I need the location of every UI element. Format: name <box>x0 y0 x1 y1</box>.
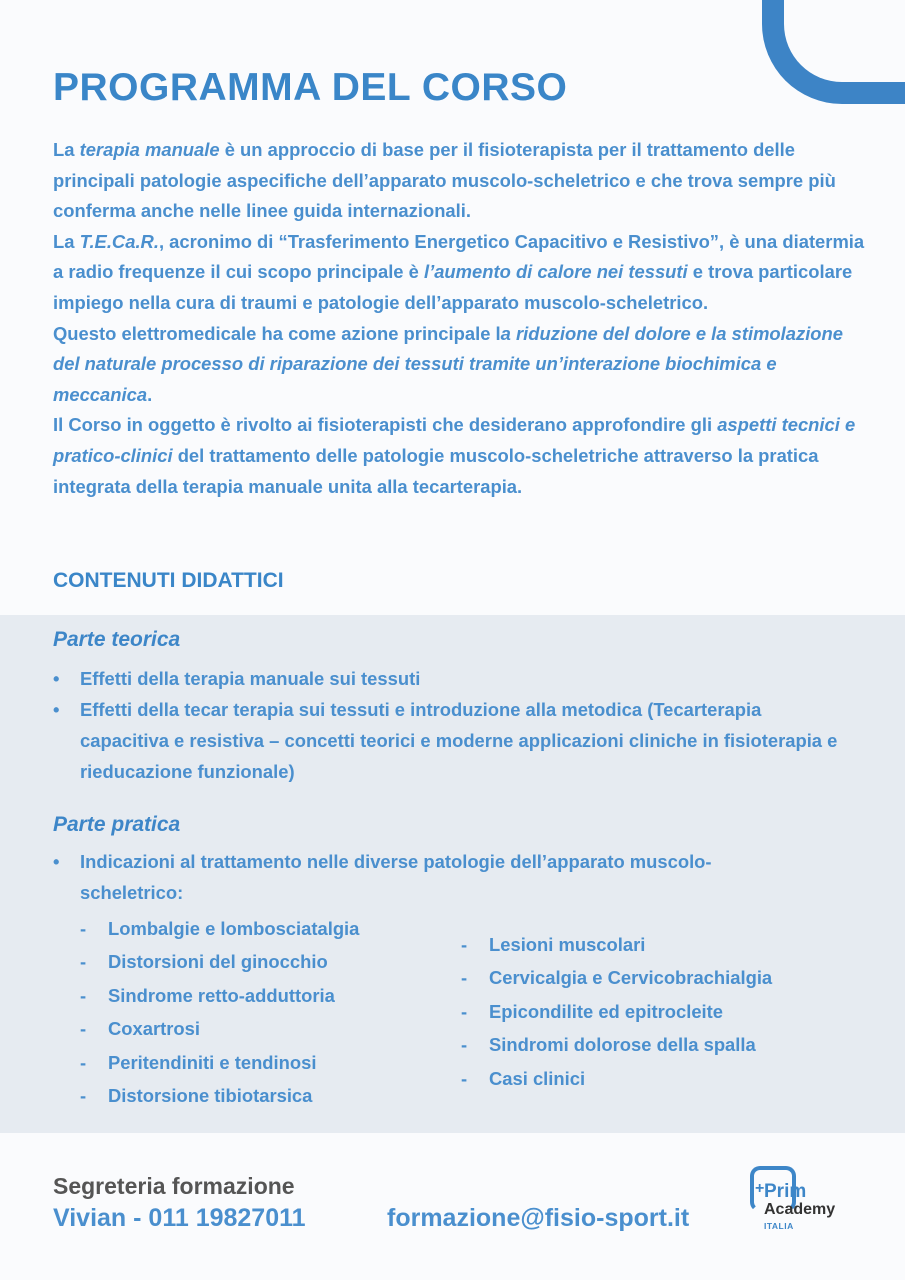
list-item: - Distorsioni del ginocchio <box>80 945 359 978</box>
theory-list <box>53 663 853 787</box>
logo-italia-text: ITALIA <box>764 1221 794 1231</box>
practice-list <box>53 846 733 908</box>
logo-academy-text: Academy <box>764 1201 836 1218</box>
list-item: - Lombalgie e lombosciatalgia <box>80 912 359 945</box>
prim-academy-logo <box>750 1163 870 1233</box>
intro-paragraph-2: La T.E.Ca.R., acronimo di “Trasferimento Energetico Capacitivo e Resistivo”, è una diatermia a radio frequenze il cui scopo principale è l’aumento di calore nei tessuti e trova particolare impiego nella cura di traumi e patologie dell’apparato muscolo-scheletrico. <box>53 230 865 313</box>
intro-paragraph-1: La terapia manuale è un approccio di base per il fisioterapista per il trattamento delle principali patologie aspecifiche dell’apparato muscolo-scheletrico e che trova sempre più conferma anche nelle linee guida internazionali. <box>53 139 836 222</box>
list-item: - Epicondilite ed epitrocleite <box>461 995 772 1028</box>
logo-plus-icon: + <box>755 1180 765 1197</box>
list-item: - Casi clinici <box>461 1062 772 1095</box>
list-item: • Indicazioni al trattamento nelle diverse patologie dell’apparato muscolo-scheletrico: <box>53 846 733 908</box>
list-item: - Sindromi dolorose della spalla <box>461 1028 772 1061</box>
list-item: - Lesioni muscolari <box>461 928 772 961</box>
list-item: - Peritendiniti e tendinosi <box>80 1046 359 1079</box>
practice-title: Parte pratica <box>53 813 181 836</box>
pathologies-list-right <box>461 928 772 1095</box>
intro-paragraph-3: Questo elettromedicale ha come azione principale la riduzione del dolore e la stimolazione del naturale processo di riparazione dei tessuti tramite un’interazione biochimica e meccanica. <box>53 322 843 405</box>
theory-title: Parte teorica <box>53 628 181 651</box>
logo-prim-text: Prim <box>764 1181 807 1202</box>
list-item: - Cervicalgia e Cervicobrachialgia <box>461 961 772 994</box>
footer-email-link[interactable]: formazione@fisio-sport.it <box>387 1204 690 1232</box>
contents-heading: CONTENUTI DIDATTICI <box>53 569 284 592</box>
intro-text <box>53 135 873 502</box>
page-title: PROGRAMMA DEL CORSO <box>53 66 568 109</box>
pathologies-list-left <box>80 912 359 1112</box>
footer-phone[interactable]: Vivian - 011 19827011 <box>53 1204 306 1232</box>
list-item: • Effetti della terapia manuale sui tessuti <box>53 663 853 694</box>
footer-label: Segreteria formazione <box>53 1173 295 1199</box>
list-item: - Sindrome retto-adduttoria <box>80 979 359 1012</box>
corner-arc-decoration <box>762 0 905 104</box>
list-item: - Coxartrosi <box>80 1012 359 1045</box>
intro-paragraph-4: Il Corso in oggetto è rivolto ai fisioterapisti che desiderano approfondire gli aspetti tecnici e pratico-clinici del trattamento delle patologie muscolo-scheletriche attraverso la pratica integrata della terapia manuale unita alla tecarterapia. <box>53 414 856 497</box>
list-item: • Effetti della tecar terapia sui tessuti e introduzione alla metodica (Tecarterapia capacitiva e resistiva – concetti teorici e moderne applicazioni cliniche in fisioterapia e rieducazione funzionale) <box>53 694 853 787</box>
list-item: - Distorsione tibiotarsica <box>80 1079 359 1112</box>
